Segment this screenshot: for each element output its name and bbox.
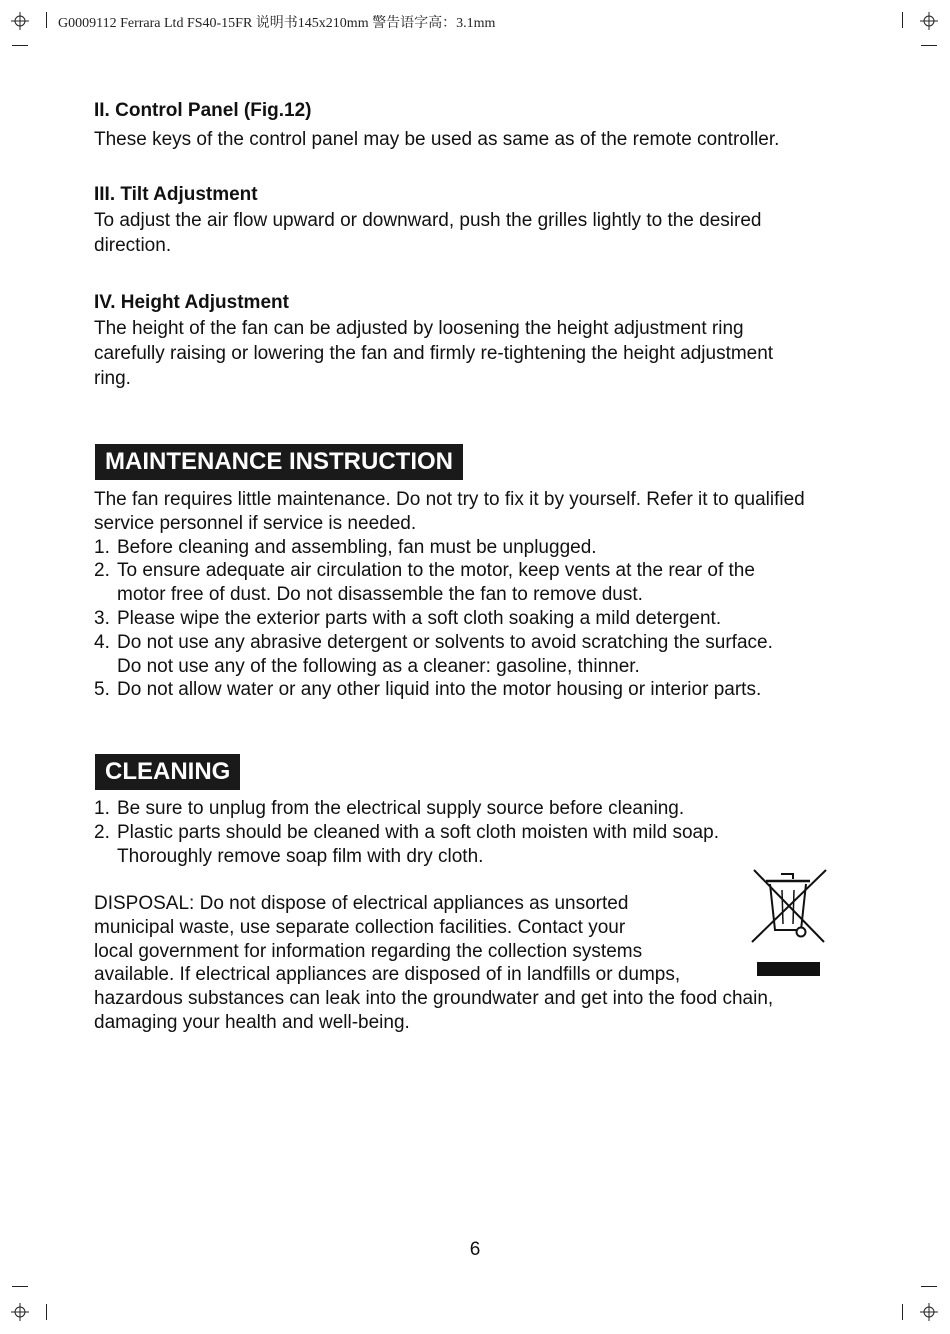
list-item: [94, 536, 805, 560]
item-line: Please wipe the exterior parts with a soft cloth soaking a mild detergent.: [117, 607, 722, 629]
crop-mark: [921, 1286, 937, 1287]
registration-mark-top-left: [11, 12, 29, 30]
list-item: [94, 631, 805, 679]
registration-mark-bottom-left: [11, 1303, 29, 1321]
control-panel-text: These keys of the control panel may be used as same as of the remote controller.: [94, 129, 780, 150]
section-heading-control-panel: II. Control Panel (Fig.12): [94, 100, 312, 121]
maintenance-banner: MAINTENANCE INSTRUCTION: [95, 444, 463, 480]
section-heading-height: IV. Height Adjustment: [94, 292, 289, 313]
intro-line: service personnel if service is needed.: [94, 512, 417, 534]
disposal-line: hazardous substances can leak into the groundwater and get into the food chain,: [94, 988, 774, 1010]
list-item: [94, 559, 805, 607]
item-line: Before cleaning and assembling, fan must be unplugged.: [117, 536, 597, 558]
page-number: 6: [469, 1239, 481, 1260]
maintenance-list: [94, 488, 805, 702]
item-number: 1.: [94, 536, 110, 558]
item-line: motor free of dust. Do not disassemble the fan to remove dust.: [117, 584, 643, 606]
item-line: Do not use any abrasive detergent or solvents to avoid scratching the surface.: [117, 631, 773, 653]
item-number: 2.: [94, 821, 110, 843]
cleaning-banner: CLEANING: [95, 754, 240, 790]
item-line: To ensure adequate air circulation to the motor, keep vents at the rear of the: [117, 560, 755, 582]
list-item: [94, 678, 805, 702]
text-line: ring.: [94, 368, 131, 389]
crop-mark: [12, 45, 28, 46]
cleaning-list: [94, 797, 719, 868]
item-number: 5.: [94, 679, 110, 701]
item-line: Plastic parts should be cleaned with a soft cloth moisten with mild soap.: [117, 821, 719, 843]
text-line: carefully raising or lowering the fan and firmly re-tightening the height adjustment: [94, 343, 774, 364]
intro-line: The fan requires little maintenance. Do not try to fix it by yourself. Refer it to qualified: [94, 489, 805, 510]
tilt-text: [94, 208, 761, 258]
item-number: 3.: [94, 607, 110, 629]
crop-mark: [46, 12, 47, 28]
text-line: direction.: [94, 235, 172, 256]
text-line: The height of the fan can be adjusted by loosening the height adjustment ring: [94, 318, 744, 339]
item-line: Be sure to unplug from the electrical supply source before cleaning.: [117, 798, 685, 819]
crop-mark: [12, 1286, 28, 1287]
registration-mark-top-right: [920, 12, 938, 30]
item-number: 4.: [94, 631, 110, 653]
disposal-line: DISPOSAL: Do not dispose of electrical appliances as unsorted: [94, 893, 629, 914]
list-item: [94, 797, 719, 821]
crop-mark: [902, 12, 903, 28]
list-item: [94, 607, 805, 631]
disposal-text: [94, 892, 773, 1035]
registration-mark-bottom-right: [920, 1303, 938, 1321]
height-text: [94, 316, 773, 391]
list-item: [94, 821, 719, 869]
item-number: 1.: [94, 798, 110, 819]
text-line: To adjust the air flow upward or downward, push the grilles lightly to the desired: [94, 210, 762, 231]
disposal-line: municipal waste, use separate collection facilities. Contact your: [94, 916, 626, 938]
item-line: Do not allow water or any other liquid into the motor housing or interior parts.: [117, 679, 762, 701]
disposal-line: damaging your health and well-being.: [94, 1011, 410, 1033]
weee-crossed-bin-icon: [748, 866, 830, 985]
print-info-header: G0009112 Ferrara Ltd FS40-15FR 说明书145x210mm 警告语字高：3.1mm: [58, 16, 496, 31]
disposal-line: local government for information regarding the collection systems: [94, 940, 643, 962]
item-line: Thoroughly remove soap film with dry cloth.: [117, 845, 484, 867]
crop-mark: [921, 45, 937, 46]
section-heading-tilt: III. Tilt Adjustment: [94, 184, 258, 205]
item-number: 2.: [94, 560, 110, 582]
item-line: Do not use any of the following as a cleaner: gasoline, thinner.: [117, 655, 640, 677]
crop-mark: [902, 1304, 903, 1320]
disposal-line: available. If electrical appliances are disposed of in landfills or dumps,: [94, 964, 681, 986]
crop-mark: [46, 1304, 47, 1320]
